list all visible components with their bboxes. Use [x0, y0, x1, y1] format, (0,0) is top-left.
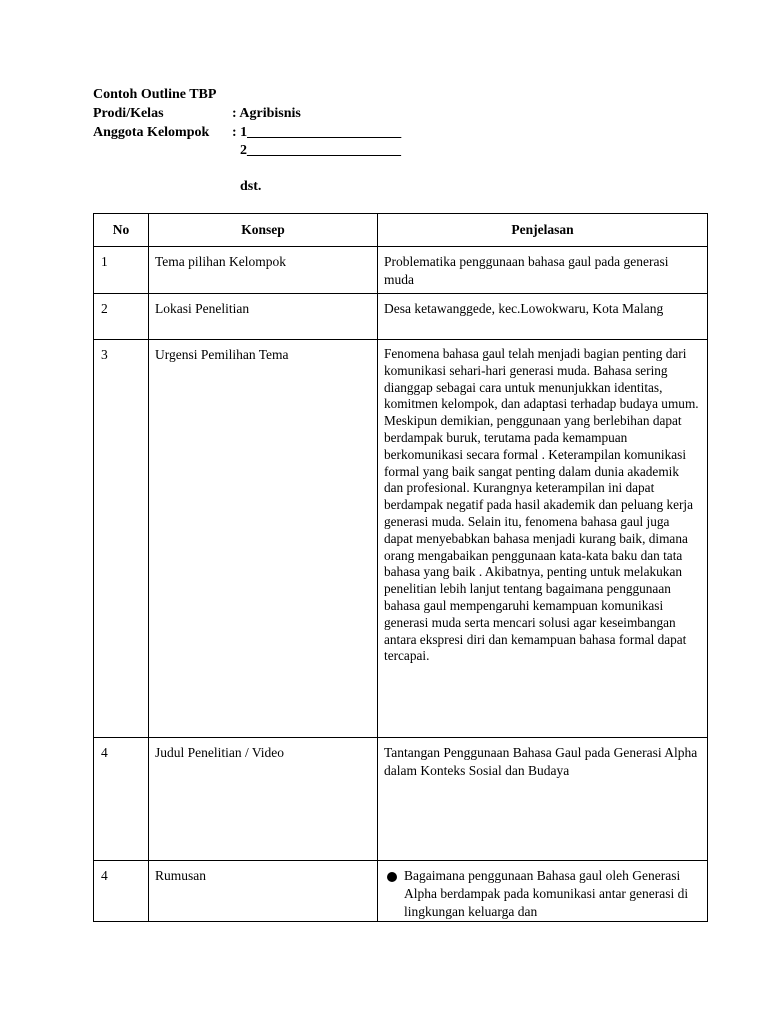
row-no: 1: [94, 247, 149, 294]
table-row: [94, 247, 708, 294]
anggota-line1-prefix: : 1: [232, 125, 248, 140]
bullet-item: [384, 867, 701, 921]
anggota-line2-prefix: 2: [240, 143, 247, 158]
header-konsep: Konsep: [149, 214, 378, 247]
anggota-line2-blank: ______________________: [247, 143, 401, 158]
row-penjelasan-cell: [378, 861, 708, 922]
outline-table: [93, 213, 708, 922]
anggota-label: Anggota Kelompok: [93, 125, 210, 140]
row-konsep: Judul Penelitian / Video: [149, 738, 378, 861]
row-no: 4: [94, 738, 149, 861]
row-konsep: Urgensi Pemilihan Tema: [149, 340, 378, 738]
anggota-line2: [240, 143, 401, 159]
table-row: [94, 340, 708, 738]
row-no: 4: [94, 861, 149, 922]
prodi-label: Prodi/Kelas: [93, 106, 164, 121]
row-konsep: Lokasi Penelitian: [149, 294, 378, 340]
table-header-row: [94, 214, 708, 247]
table-row: [94, 861, 708, 922]
row-no: 3: [94, 340, 149, 738]
row-penjelasan: Fenomena bahasa gaul telah menjadi bagian penting dari komunikasi sehari-hari generasi muda. Bahasa sering dianggap sebagai cara untuk menunjukkan identitas, komitmen kelompok, dan adaptasi terhadap budaya umum. Meskipun demikian, penggunaan yang berlebihan dapat berdampak buruk, terutama pada kemampuan berkomunikasi secara formal . Keterampilan komunikasi formal yang baik sangat penting dalam dunia akademik dan profesional. Kurangnya keterampilan ini dapat berdampak negatif pada hasil akademik dan peluang kerja generasi muda. Selain itu, fenomena bahasa gaul juga dapat menyebabkan bahasa menjadi kurang baik, dimana orang mengabaikan penggunaan kata-kata baku dan tata bahasa yang baik . Akibatnya, penting untuk melakukan penelitian lebih lanjut tentang bagaimana penggunaan bahasa gaul mempengaruhi kemampuan komunikasi generasi muda serta mencari solusi agar keseimbangan antara ekspresi diri dan kemampuan bahasa formal dapat tercapai.: [378, 340, 708, 738]
row-konsep: Tema pilihan Kelompok: [149, 247, 378, 294]
table-row: [94, 294, 708, 340]
row-no: 2: [94, 294, 149, 340]
row-penjelasan: Tantangan Penggunaan Bahasa Gaul pada Generasi Alpha dalam Konteks Sosial dan Budaya: [378, 738, 708, 861]
header-penjelasan: Penjelasan: [378, 214, 708, 247]
table-row: [94, 738, 708, 861]
row-penjelasan: Problematika penggunaan bahasa gaul pada generasi muda: [378, 247, 708, 294]
header-no: No: [94, 214, 149, 247]
anggota-line1-blank: ______________________: [247, 125, 402, 140]
row-penjelasan: Desa ketawanggede, kec.Lowokwaru, Kota Malang: [378, 294, 708, 340]
anggota-line1: [232, 125, 401, 141]
prodi-value: : Agribisnis: [232, 106, 301, 121]
document-title: Contoh Outline TBP: [93, 87, 217, 102]
row-konsep: Rumusan: [149, 861, 378, 922]
bullet-text: Bagaimana penggunaan Bahasa gaul oleh Generasi Alpha berdampak pada komunikasi antar generasi di lingkungan keluarga dan: [404, 868, 689, 919]
bullet-icon: [387, 872, 397, 882]
dst-text: dst.: [240, 179, 262, 194]
